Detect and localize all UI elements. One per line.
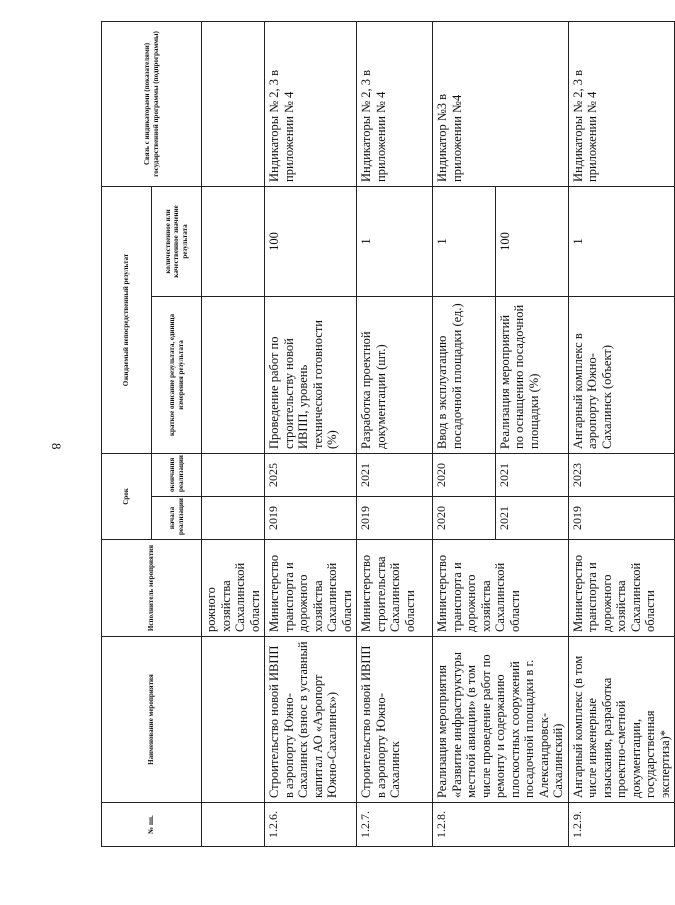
cell-start: 2020 bbox=[433, 497, 496, 540]
table-row bbox=[433, 21, 496, 846]
cell-executor: рожного хозяйства Сахалинской области bbox=[202, 540, 265, 637]
cell-executor: Министерство транспорта и дорожного хозяйства Сахалинской области bbox=[568, 540, 675, 637]
header-executor: Исполнитель мероприятия bbox=[102, 540, 202, 637]
cell-name: Строительство новой ИВПП в аэропорту Южно-Сахалинск bbox=[357, 637, 433, 803]
events-table bbox=[101, 21, 675, 847]
cell-executor: Министерство строительства Сахалинской области bbox=[357, 540, 433, 637]
cell-link: Индикатор №3 в приложении №4 bbox=[433, 21, 569, 186]
cell-num: 1.2.7. bbox=[357, 803, 433, 847]
cell-end: 2023 bbox=[568, 453, 675, 496]
cell-start: 2021 bbox=[495, 497, 568, 540]
page-number: 8 bbox=[49, 443, 64, 450]
cell-empty bbox=[202, 803, 265, 847]
cell-empty bbox=[202, 637, 265, 803]
cell-result-value: 1 bbox=[357, 186, 433, 296]
cell-result-value: 1 bbox=[433, 186, 496, 296]
cell-result-desc: Ангарный комплекс в аэропорту Южно-Сахалинск (объект) bbox=[568, 296, 675, 453]
header-result: Ожидаемый непосредственный результат bbox=[102, 186, 152, 453]
header-row-1 bbox=[102, 21, 152, 846]
cell-empty bbox=[202, 296, 265, 453]
cell-executor: Министерство транспорта и дорожного хозяйства Сахалинской области bbox=[433, 540, 569, 637]
cell-end: 2021 bbox=[495, 453, 568, 496]
table-row-continuation bbox=[202, 21, 265, 846]
header-result-desc: краткое описание результата, единица измерения результата bbox=[152, 296, 202, 453]
cell-empty bbox=[202, 186, 265, 296]
cell-result-desc: Разработка проектной документации (шт.) bbox=[357, 296, 433, 453]
cell-result-value: 1 bbox=[568, 186, 675, 296]
cell-result-value: 100 bbox=[495, 186, 568, 296]
cell-empty bbox=[202, 21, 265, 186]
table-row bbox=[568, 21, 675, 846]
header-result-value: количественное или качественное значение результата bbox=[152, 186, 202, 296]
cell-num: 1.2.6. bbox=[265, 803, 357, 847]
cell-end: 2025 bbox=[265, 453, 357, 496]
header-name: Наименование мероприятия bbox=[102, 637, 202, 803]
cell-start: 2019 bbox=[265, 497, 357, 540]
cell-end: 2021 bbox=[357, 453, 433, 496]
header-end: окончания реализации bbox=[152, 453, 202, 496]
table-row bbox=[357, 21, 433, 846]
cell-executor: Министерство транспорта и дорожного хозяйства Сахалинской области bbox=[265, 540, 357, 637]
cell-name: Реализация мероприятия «Развитие инфраструктуры местной авиации» (в том числе проведение работ по ремонту и содержанию плоскостных сооружений посадочной площадки в г. Александровск-Сахалинский) bbox=[433, 637, 569, 803]
header-term: Срок bbox=[102, 453, 152, 539]
cell-num: 1.2.9. bbox=[568, 803, 675, 847]
header-link: Связь с индикаторами (показателями) государственной программы (подпрограммы) bbox=[102, 21, 202, 186]
cell-end: 2020 bbox=[433, 453, 496, 496]
cell-result-desc: Реализация мероприятий по оснащению посадочной площадки (%) bbox=[495, 296, 568, 453]
cell-result-value: 100 bbox=[265, 186, 357, 296]
cell-empty bbox=[202, 453, 265, 496]
cell-start: 2019 bbox=[568, 497, 675, 540]
rotated-table-container bbox=[101, 22, 672, 847]
cell-link: Индикаторы № 2, 3 в приложении № 4 bbox=[265, 21, 357, 186]
cell-name: Ангарный комплекс (в том числе инженерные изыскания, разработка проектно-сметной документации, государственная экспертиза)* bbox=[568, 637, 675, 803]
cell-num: 1.2.8. bbox=[433, 803, 569, 847]
cell-link: Индикаторы № 2, 3 в приложении № 4 bbox=[357, 21, 433, 186]
cell-empty bbox=[202, 497, 265, 540]
cell-start: 2019 bbox=[357, 497, 433, 540]
cell-name: Строительство новой ИВПП в аэропорту Южно-Сахалинск (взнос в уставный капитал АО «Аэропорт Южно-Сахалинск») bbox=[265, 637, 357, 803]
cell-link: Индикаторы № 2, 3 в приложении № 4 bbox=[568, 21, 675, 186]
header-num: № пп. bbox=[102, 803, 202, 847]
header-start: начала реализации bbox=[152, 497, 202, 540]
table-row bbox=[265, 21, 357, 846]
cell-result-desc: Ввод в эксплуатацию посадочной площадки (ед.) bbox=[433, 296, 496, 453]
cell-result-desc: Проведение работ по строительству новой ИВПП, уровень технической готовности (%) bbox=[265, 296, 357, 453]
